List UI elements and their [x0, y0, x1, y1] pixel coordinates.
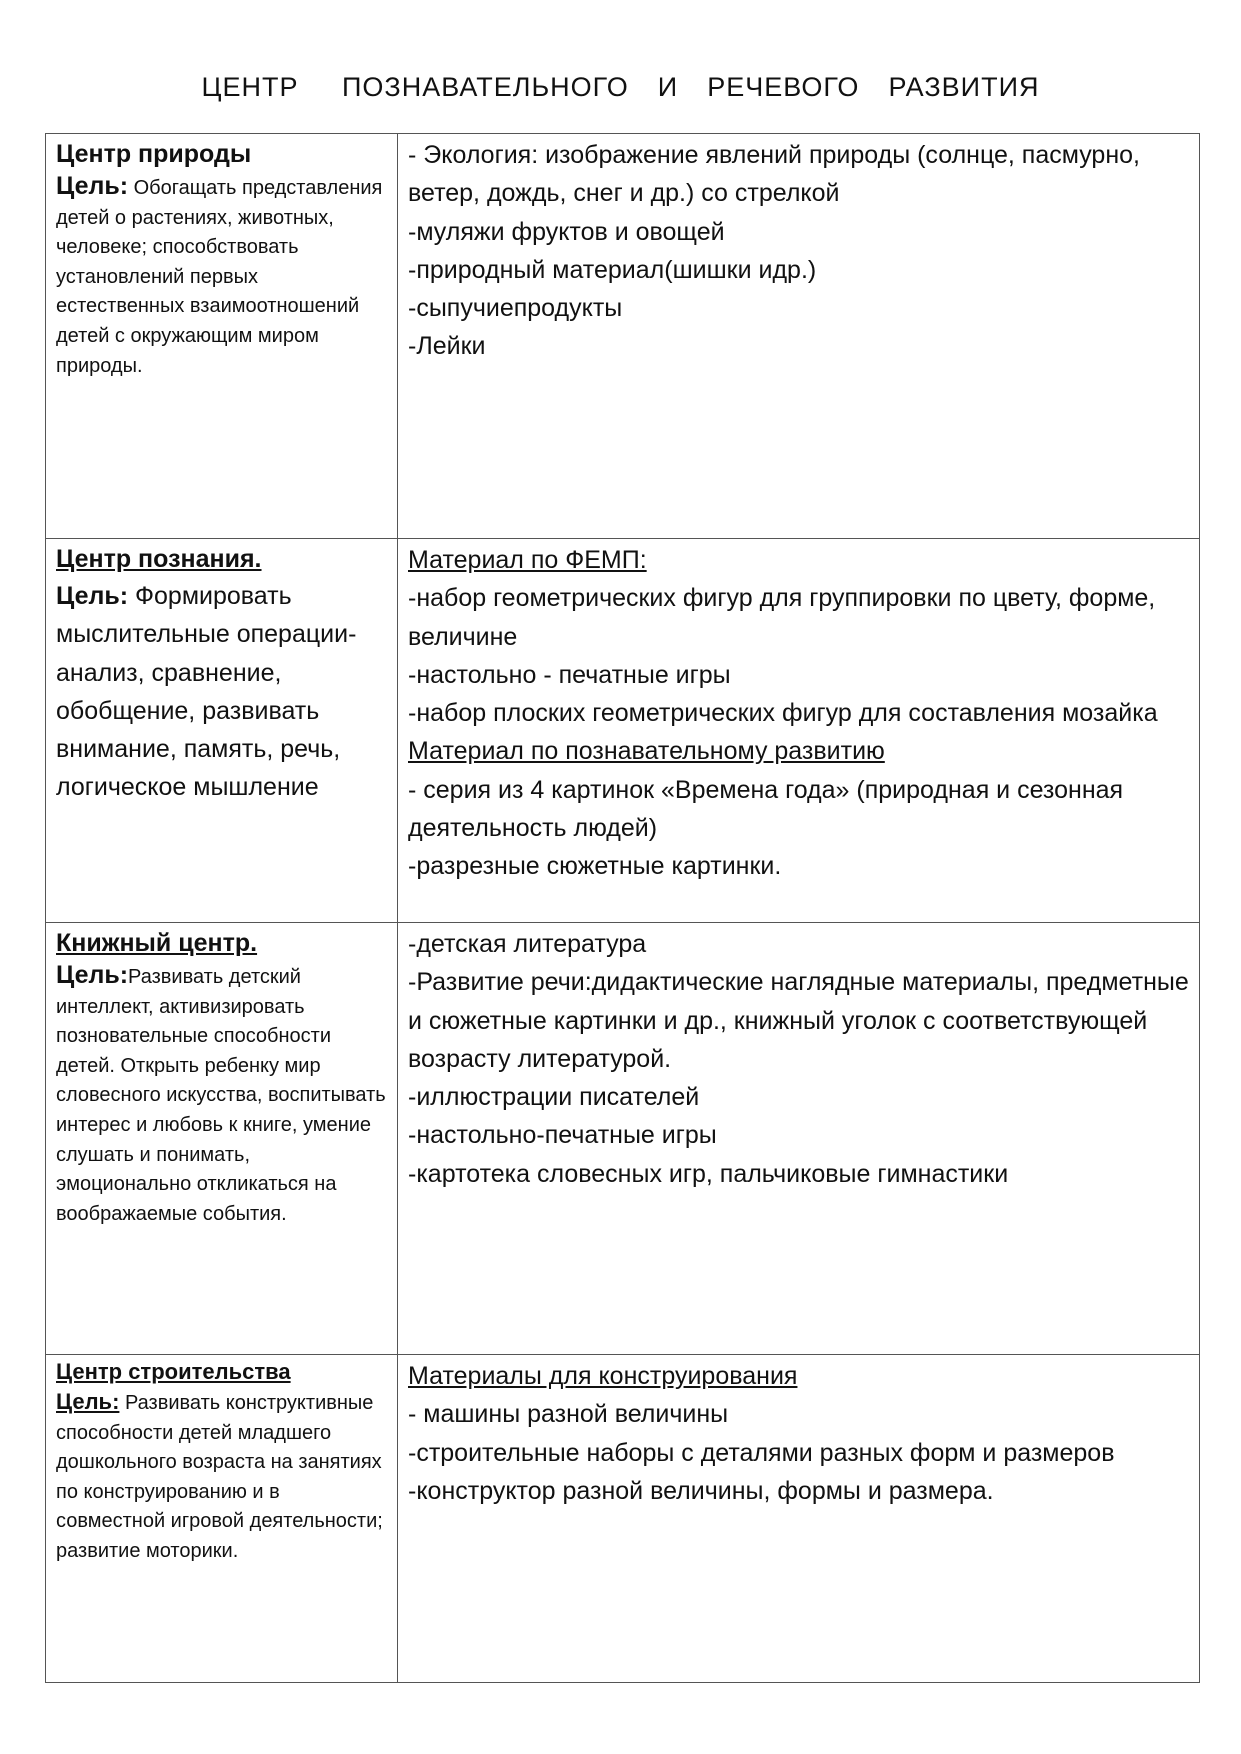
materials-cell [398, 923, 1200, 1355]
center-goal [56, 577, 387, 807]
center-description-cell [46, 1355, 398, 1683]
goal-label: Цель: [56, 1389, 120, 1414]
list-item: -набор геометрических фигур для группировки по цвету, форме, величине [408, 584, 1156, 651]
list-item: - машины разной величины [408, 1400, 729, 1429]
center-goal [56, 172, 387, 381]
list-item: -набор плоских геометрических фигур для составления мозайка [408, 699, 1158, 728]
materials-heading: Материал по ФЕМП: [408, 546, 647, 574]
goal-text: Развивать детский интеллект, активизировать позновательные способности детей. Открыть ребенку мир словесного искусства, воспитывать интерес и любовь к книге, умение слушать и понимать, эмоционально откликаться на воображаемые события. [56, 966, 386, 1225]
list-item: -детская литература [408, 930, 647, 958]
list-item: -настольно-печатные игры [408, 1121, 717, 1150]
goal-text: Развивать конструктивные способности детей младшего дошкольного возраста на занятиях по конструированию и в совместной игровой деятельности; развитие моторики. [56, 1392, 383, 1562]
list-item: -картотека словесных игр, пальчиковые гимнастики [408, 1159, 1009, 1188]
list-item: -иллюстрации писателей [408, 1083, 700, 1112]
goal-text: Формировать мыслительные операции- анализ, сравнение, обобщение, развивать внимание, память, речь, логическое мышление [56, 582, 357, 802]
goal-label: Цель: [56, 172, 129, 200]
materials-list [408, 541, 1189, 886]
list-item: -природный материал(шишки идр.) [408, 255, 817, 284]
materials-cell [398, 1355, 1200, 1683]
center-goal [56, 1387, 387, 1567]
list-item: -настольно - печатные игры [408, 660, 731, 689]
materials-list [408, 1357, 1189, 1510]
list-item: -Лейки [408, 332, 486, 361]
materials-heading: Материалы для конструирования [408, 1362, 798, 1390]
table-row [46, 923, 1200, 1355]
document-title: ЦЕНТР ПОЗНАВАТЕЛЬНОГО И РЕЧЕВОГО РАЗВИТИЯ [201, 72, 1040, 102]
list-item: -конструктор разной величины, формы и размера. [408, 1476, 994, 1505]
list-item: -разрезные сюжетные картинки. [408, 852, 782, 881]
goal-label: Цель: [56, 961, 129, 989]
center-description-cell [46, 539, 398, 923]
center-name: Центр строительства [56, 1359, 291, 1384]
list-item: -строительные наборы с деталями разных форм и размеров [408, 1438, 1115, 1467]
center-name: Книжный центр. [56, 929, 258, 957]
center-name: Центр природы [56, 140, 252, 168]
list-item: -сыпучиепродукты [408, 294, 623, 323]
goal-label: Цель: [56, 582, 129, 610]
center-description-cell [46, 923, 398, 1355]
center-goal [56, 961, 387, 1229]
materials-cell [398, 134, 1200, 539]
center-description-cell [46, 134, 398, 539]
goal-text: Обогащать представления детей о растениях, животных, человеке; способствовать установлений первых естественных взаимоотношений детей с окружающим миром природы. [56, 177, 383, 377]
centers-table [45, 133, 1200, 1683]
materials-list [408, 925, 1189, 1193]
materials-list [408, 136, 1189, 366]
table-row [46, 1355, 1200, 1683]
list-item: - серия из 4 картинок «Времена года» (природная и сезонная деятельность людей) [408, 775, 1124, 843]
table-row [46, 539, 1200, 923]
materials-cell [398, 539, 1200, 923]
list-item: - Экология: изображение явлений природы (солнце, пасмурно, ветер, дождь, снег и др.) со стрелкой [408, 141, 1140, 208]
materials-heading: Материал по познавательному развитию [408, 737, 885, 766]
list-item: -Развитие речи:дидактические наглядные материалы, предметные и сюжетные картинки и др., книжный уголок с соответствующей возрасту литературой. [408, 968, 1189, 1073]
list-item: -муляжи фруктов и овощей [408, 217, 725, 246]
center-name: Центр познания. [56, 545, 262, 573]
table-row [46, 134, 1200, 539]
